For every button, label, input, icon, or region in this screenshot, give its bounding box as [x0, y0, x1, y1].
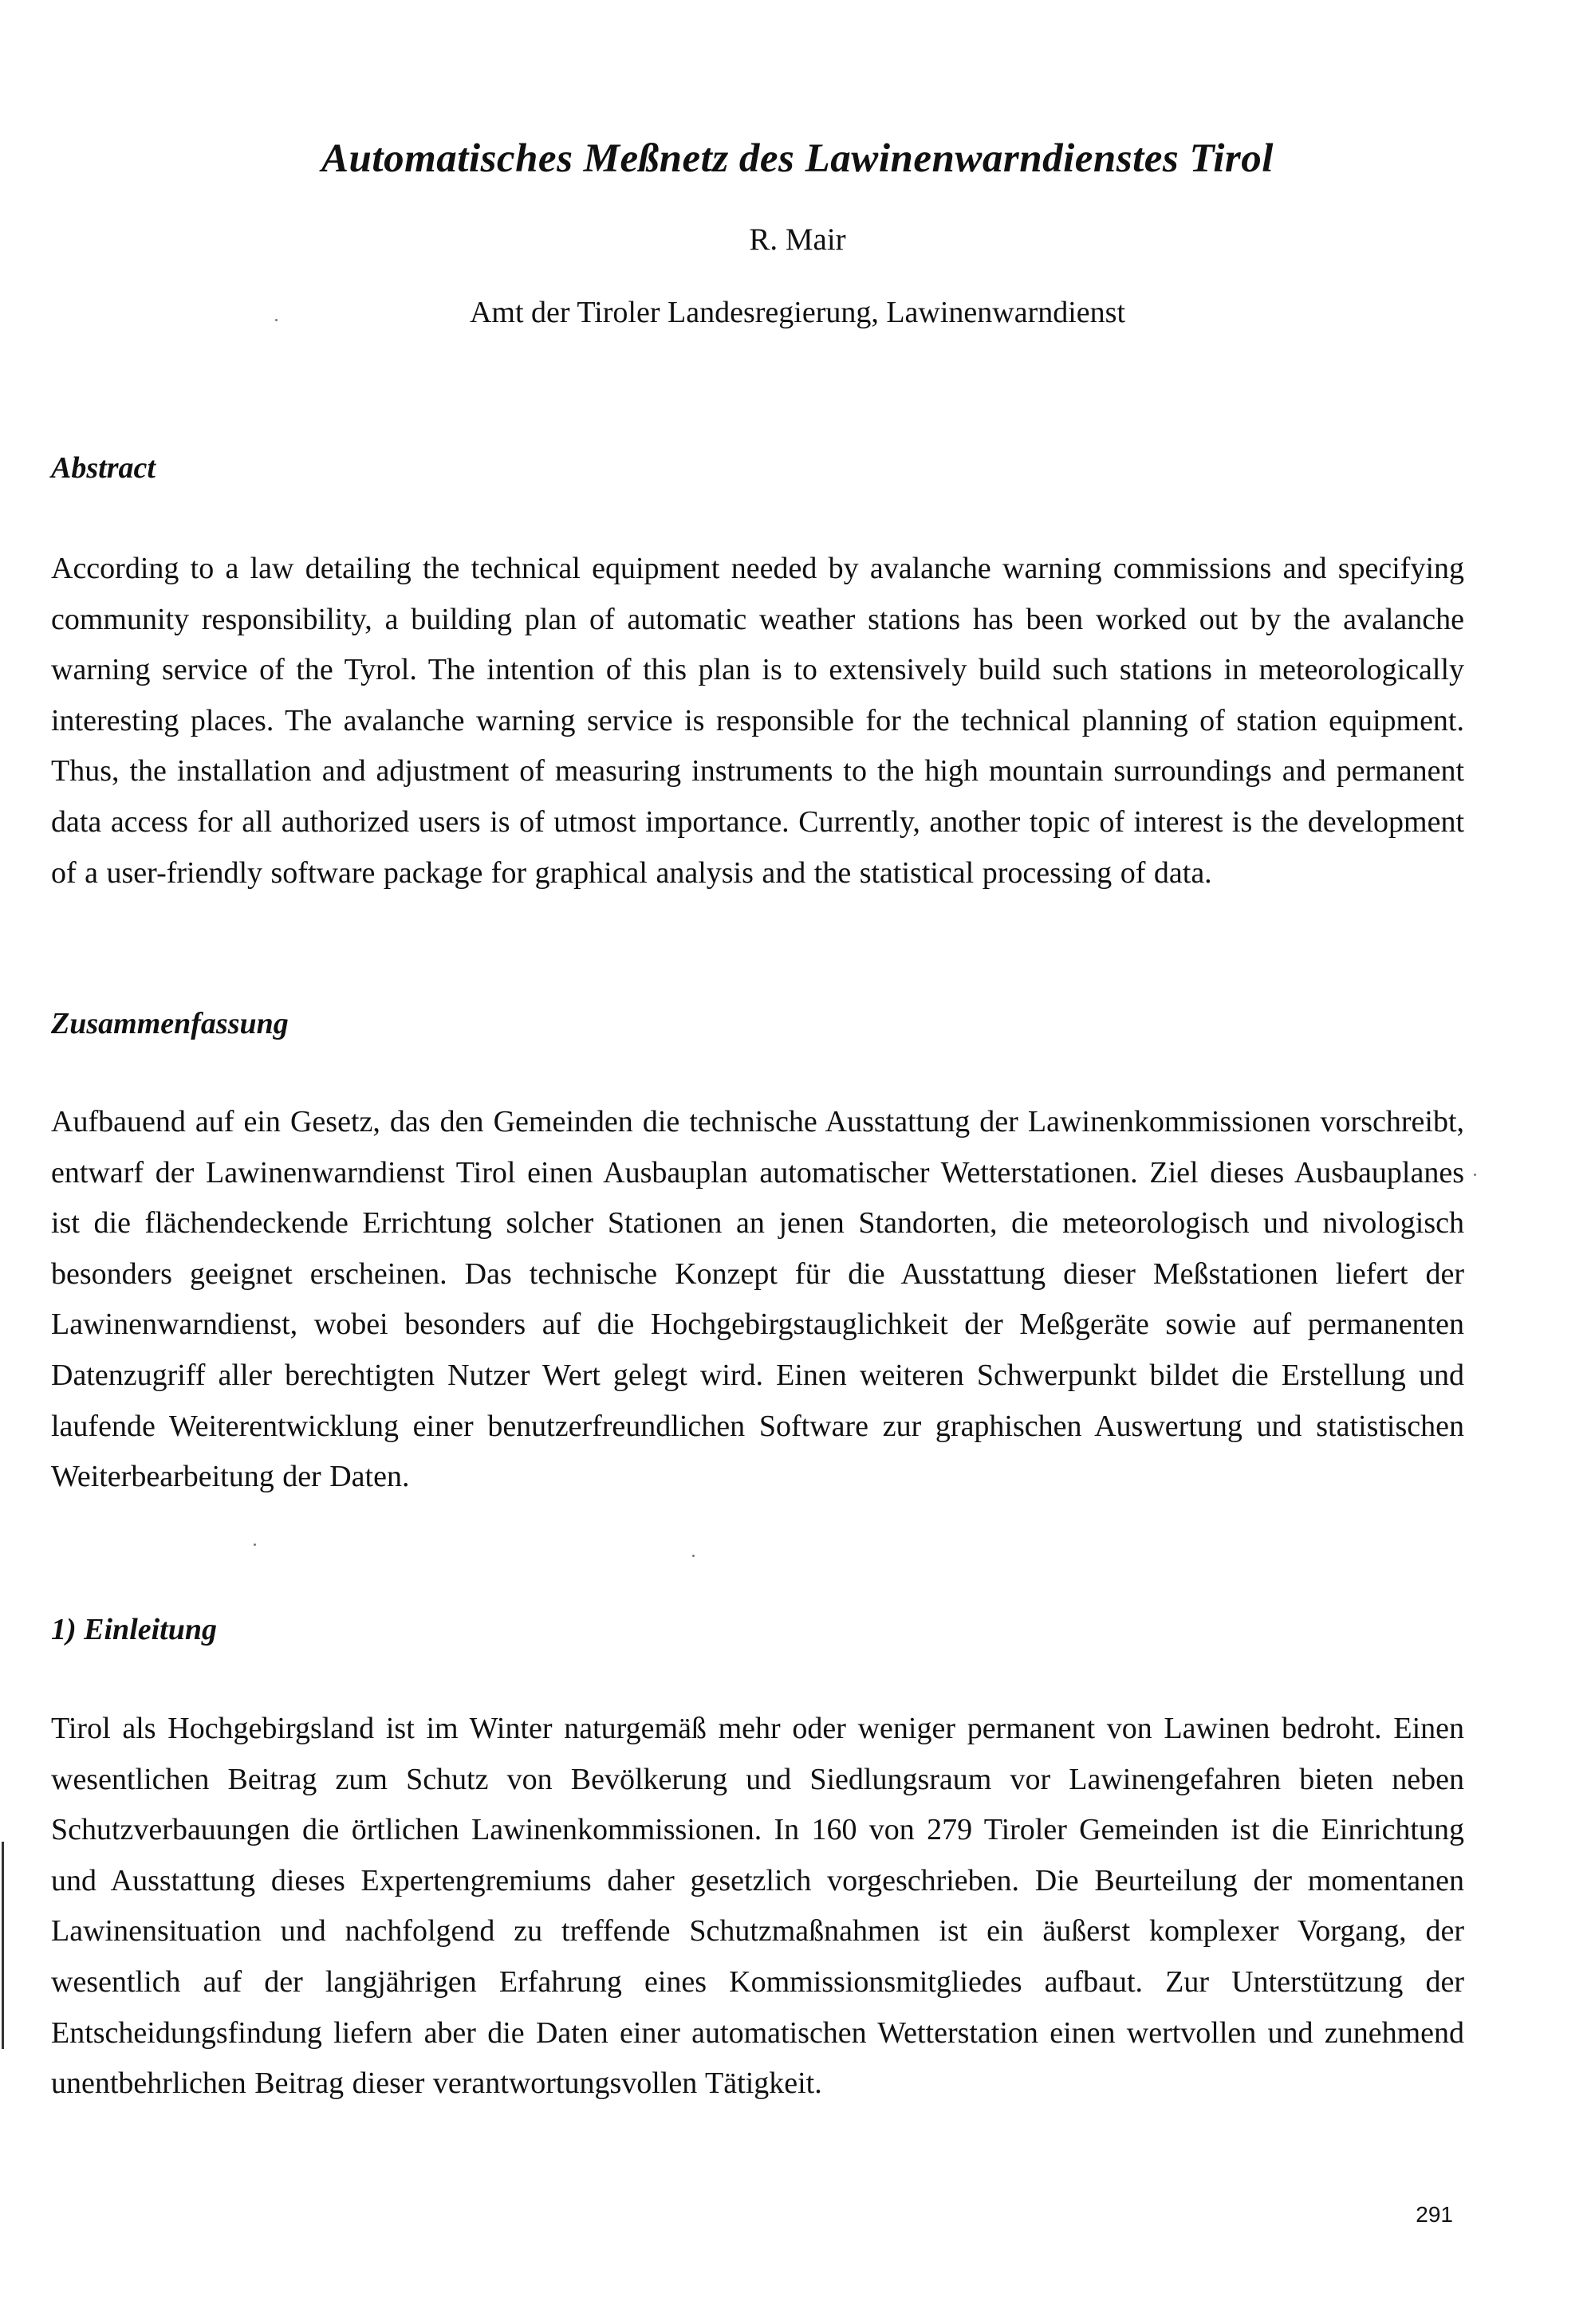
scan-edge-mark [2, 1842, 4, 2049]
author-affiliation: Amt der Tiroler Landesregierung, Lawinenwarndienst [469, 296, 1126, 329]
scan-speck [275, 319, 278, 321]
zusammenfassung-heading: Zusammenfassung [51, 1007, 289, 1040]
abstract-text: According to a law detailing the technical equipment needed by avalanche warning commissions and specifying community responsibility, a building plan of automatic weather stations has been worked out by the avalanche warning service of the Tyrol. The intention of this plan is to extensively build such stations in meteorologically interesting places. The avalanche warning service is responsible for the technical planning of station equipment. Thus, the installation and adjustment of measuring instruments to the high mountain surroundings and permanent data access for all authorized users is of utmost importance. Currently, another topic of interest is the development of a user-friendly software package for graphical analysis and the statistical processing of data. [51, 552, 1464, 890]
scan-speck [1474, 1174, 1476, 1176]
paper-title: Automatisches Meßnetz des Lawinenwarndienstes Tirol [321, 136, 1274, 181]
einleitung-text: Tirol als Hochgebirgsland ist im Winter naturgemäß mehr oder weniger permanent von Lawinen bedroht. Einen wesentlichen Beitrag zum Schutz von Bevölkerung und Siedlungsraum vor Lawinengefahren bieten neben Schutzverbauungen die örtlichen Lawinenkommissionen. In 160 von 279 Tiroler Gemeinden ist die Einrichtung und Ausstattung dieses Expertengremiums daher gesetzlich vorgeschrieben. Die Beurteilung der momentanen Lawinensituation und nachfolgend zu treffende Schutzmaßnahmen ist ein äußerst komplexer Vorgang, der wesentlich auf der langjährigen Erfahrung eines Kommissionsmitgliedes aufbaut. Zur Unterstützung der Entscheidungsfindung liefern aber die Daten einer automatischen Wetterstation einen wertvollen und zunehmend unentbehrlichen Beitrag dieser verantwortungsvollen Tätigkeit. [51, 1712, 1464, 2101]
scan-speck [254, 1543, 256, 1546]
einleitung-heading: 1) Einleitung [51, 1613, 217, 1646]
author-name: R. Mair [749, 222, 846, 257]
abstract-heading: Abstract [51, 451, 156, 485]
scan-speck [692, 1555, 695, 1557]
page-number: 291 [1416, 2202, 1453, 2227]
zusammenfassung-text: Aufbauend auf ein Gesetz, das den Gemeinden die technische Ausstattung der Lawinenkommissionen vorschreibt, entwarf der Lawinenwarndienst Tirol einen Ausbauplan automatischer Wetterstationen. Ziel dieses Ausbauplanes ist die flächendeckende Errichtung solcher Stationen an jenen Standorten, die meteorologisch und nivologisch besonders geeignet erscheinen. Das technische Konzept für die Ausstattung dieser Meßstationen liefert der Lawinenwarndienst, wobei besonders auf die Hochgebirgstauglichkeit der Meßgeräte sowie auf permanenten Datenzugriff aller berechtigten Nutzer Wert gelegt wird. Einen weiteren Schwerpunkt bildet die Erstellung und laufende Weiterentwicklung einer benutzerfreundlichen Software zur graphischen Auswertung und statistischen Weiterbearbeitung der Daten. [51, 1105, 1464, 1494]
